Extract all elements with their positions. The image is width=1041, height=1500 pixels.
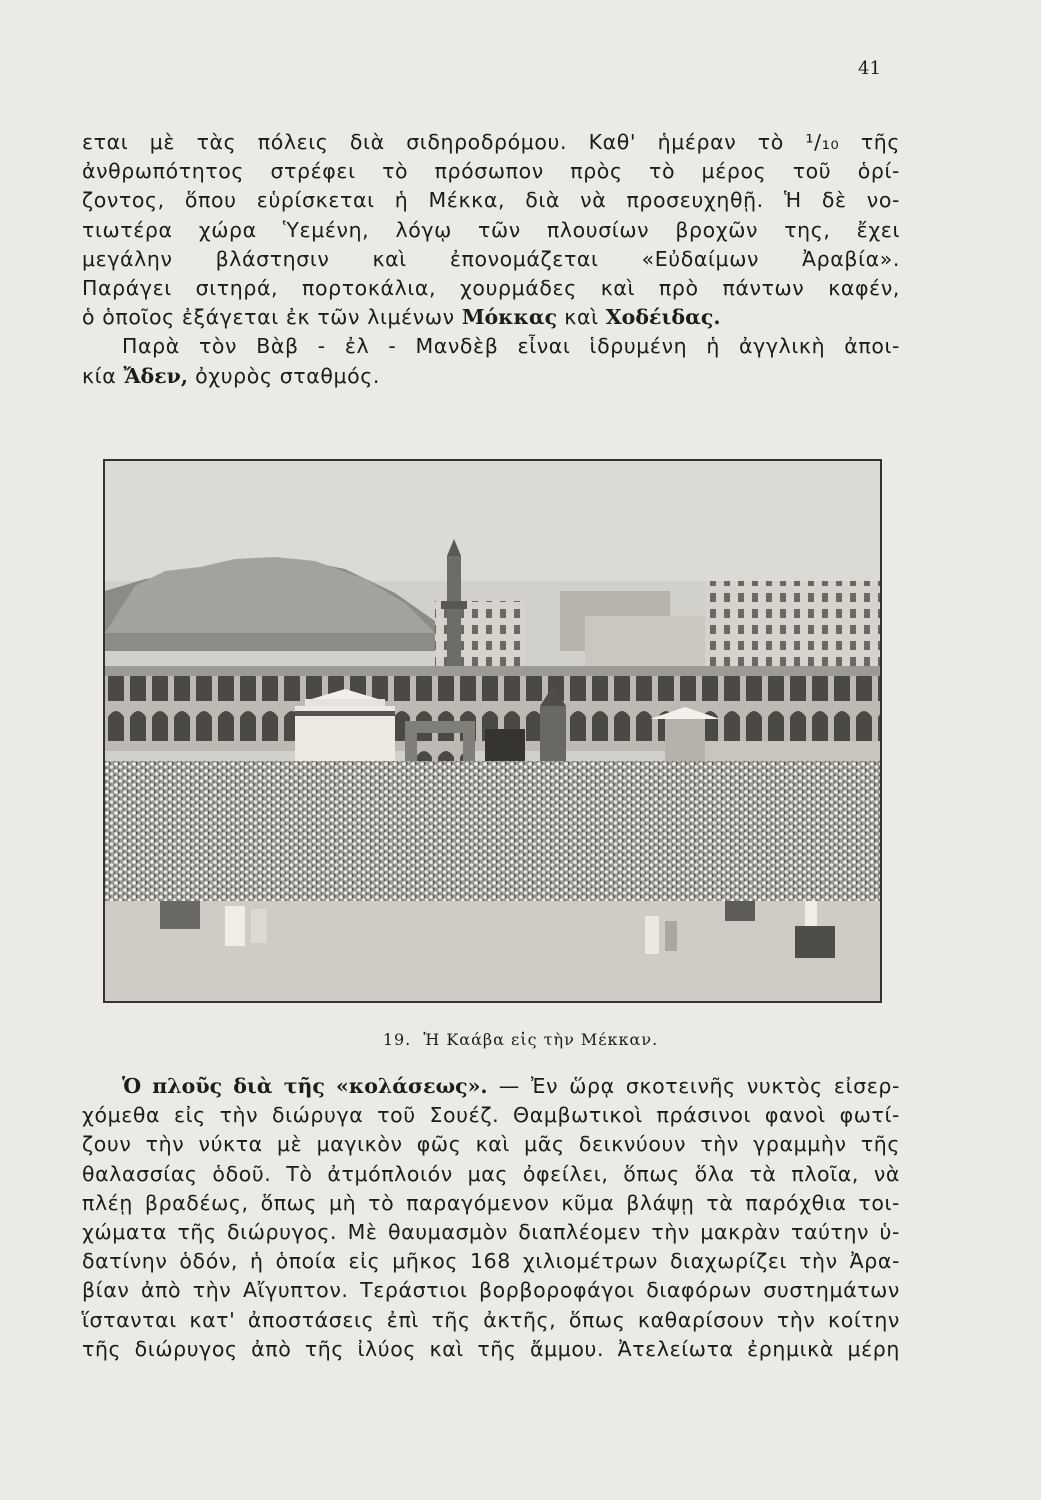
text-line: μεγάλην βλάστησιν καὶ ἐπονομάζεται «Εὐδαίμων Ἀραβία».: [82, 246, 900, 271]
text-line: βίαν ἀπὸ τὴν Αἴγυπτον. Τεράστιοι βορβοροφάγοι διαφόρων συστημάτων: [82, 1278, 900, 1303]
text-line: [82, 362, 900, 391]
section-heading: Ὁ πλοῦς διὰ τῆς «κολάσεως».: [122, 1074, 488, 1098]
text-line: [82, 1072, 900, 1101]
text-line: τιωτέρα χώρα Ὑεμένη, λόγῳ τῶν πλουσίων βροχῶν της, ἔχει: [82, 217, 900, 242]
text-line: τῆς διώρυγος ἀπὸ τῆς ἰλύος καὶ τῆς ἄμμου. Ἀτελείωτα ἐρημικὰ μέρη: [82, 1336, 900, 1361]
text-fragment: ὀχυρὸς σταθμός.: [195, 363, 381, 388]
text-line: χώματα τῆς διώρυγος. Μὲ θαυμασμὸν διαπλέομεν τὴν μακρὰν ταύτην ὑ-: [82, 1220, 900, 1245]
text-line: Παρὰ τὸν Βὰβ - ἐλ - Μανδὲβ εἶναι ἱδρυμένη ἡ ἀγγλικὴ ἀποι-: [122, 334, 900, 359]
text-line: ζοντος, ὅπου εὑρίσκεται ἡ Μέκκα, διὰ νὰ προσευχηθῇ. Ἡ δὲ νο-: [82, 188, 900, 213]
text-line: [82, 303, 900, 332]
text-line: θαλασσίας ὁδοῦ. Τὸ ἀτμόπλοιόν μας ὀφείλει, ὅπως ὅλα τὰ πλοῖα, νὰ: [82, 1161, 900, 1186]
place-name: Χοδέιδας.: [605, 305, 721, 330]
figure-number: 19.: [382, 1030, 412, 1049]
text-line: ζουν τὴν νύκτα μὲ μαγικὸν φῶς καὶ μᾶς δεικνύουν τὴν γραμμὴν τῆς: [82, 1132, 900, 1157]
page-number: 41: [858, 58, 881, 79]
place-name: Μόκκας: [461, 305, 558, 330]
text-fragment: ὁ ὁποῖος ἐξάγεται ἐκ τῶν λιμένων: [82, 305, 455, 330]
text-line: χόμεθα εἰς τὴν διώρυγα τοῦ Σουέζ. Θαμβωτικοὶ πράσινοι φανοὶ φωτί-: [82, 1103, 900, 1128]
text-fragment: καὶ: [564, 305, 599, 330]
text-line: Παράγει σιτηρά, πορτοκάλια, χουρμάδες καὶ πρὸ πάντων καφέν,: [82, 276, 900, 301]
text-line: ἵστανται κατ' ἀποστάσεις ἐπὶ τῆς ἀκτῆς, ὅπως καθαρίσουν τὴν κοίτην: [82, 1307, 900, 1332]
top-text: [82, 128, 900, 391]
text-line: εται μὲ τὰς πόλεις διὰ σιδηροδρόμου. Καθ' ἡμέραν τὸ ¹/₁₀ τῆς: [82, 130, 900, 154]
text-line: πλέῃ βραδέως, ὅπως μὴ τὸ παραγόμενον κῦμα βλάψῃ τὰ παρόχθια τοι-: [82, 1190, 900, 1215]
kaaba-photograph: [103, 459, 882, 1003]
figure-caption-text: Ἡ Καάβα εἰς τὴν Μέκκαν.: [423, 1030, 659, 1049]
figure-caption: [0, 1030, 1041, 1049]
text-line: ἀνθρωπότητος στρέφει τὸ πρόσωπον πρὸς τὸ μέρος τοῦ ὁρί-: [82, 159, 900, 184]
text-fragment: — Ἐν ὥρᾳ σκοτεινῆς νυκτὸς εἰσερ-: [498, 1074, 900, 1098]
text-line: δατίνην ὁδόν, ἡ ὁποία εἰς μῆκος 168 χιλιομέτρων διαχωρίζει τὴν Ἀρα-: [82, 1249, 900, 1274]
text-fragment: κία: [82, 363, 117, 388]
kaaba-photo-illustration: [105, 461, 880, 1001]
bottom-text: [82, 1072, 900, 1364]
place-name: Ἄδεν,: [123, 363, 189, 388]
